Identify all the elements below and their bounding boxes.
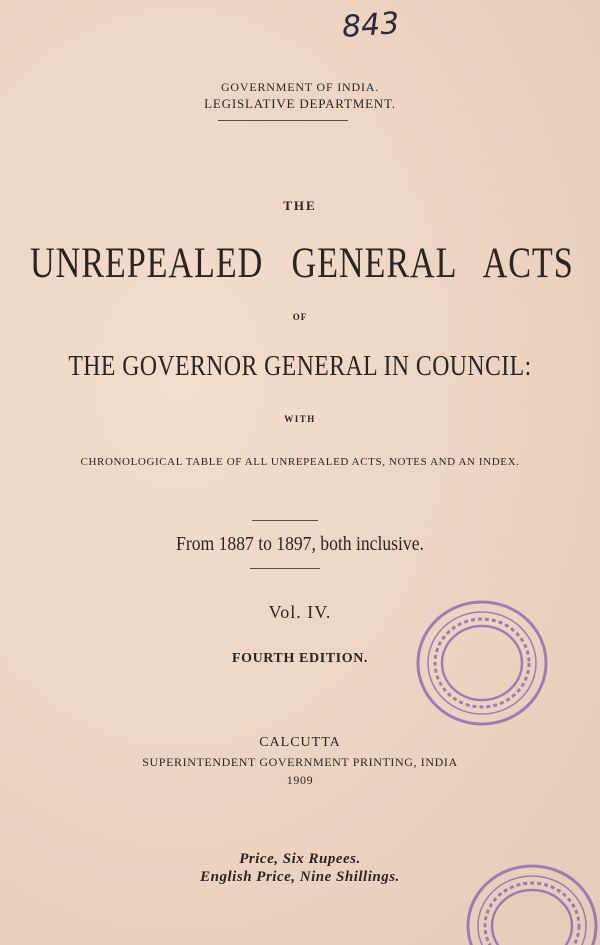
title-with: WITH <box>284 414 316 424</box>
volume-number: Vol. IV. <box>268 602 332 622</box>
header-divider <box>218 120 348 121</box>
page-title: UNREPEALED GENERAL ACTS <box>30 239 574 288</box>
handwritten-catalog-number: 843 <box>340 6 401 45</box>
header-department: LEGISLATIVE DEPARTMENT. <box>204 96 396 111</box>
price-domestic: Price, Six Rupees. <box>239 851 361 867</box>
imprint-city: CALCUTTA <box>259 735 341 750</box>
page-subtitle: THE GOVERNOR GENERAL IN COUNCIL: <box>68 350 532 382</box>
library-stamp-icon <box>412 596 552 730</box>
edition: FOURTH EDITION. <box>231 651 369 666</box>
title-article: THE <box>283 198 317 213</box>
title-of: OF <box>292 312 308 322</box>
range-divider-bottom <box>250 568 320 569</box>
header-government: GOVERNMENT OF INDIA. <box>220 80 380 94</box>
library-stamp-icon <box>462 862 600 945</box>
date-range: From 1887 to 1897, both inclusive. <box>176 533 424 555</box>
imprint-year: 1909 <box>286 773 314 787</box>
range-divider-top <box>252 520 318 521</box>
imprint-printer: SUPERINTENDENT GOVERNMENT PRINTING, INDIA <box>142 755 458 769</box>
price-english: English Price, Nine Shillings. <box>200 869 400 885</box>
title-description: CHRONOLOGICAL TABLE OF ALL UNREPEALED ACTS, NOTES AND AN INDEX. <box>80 456 520 468</box>
